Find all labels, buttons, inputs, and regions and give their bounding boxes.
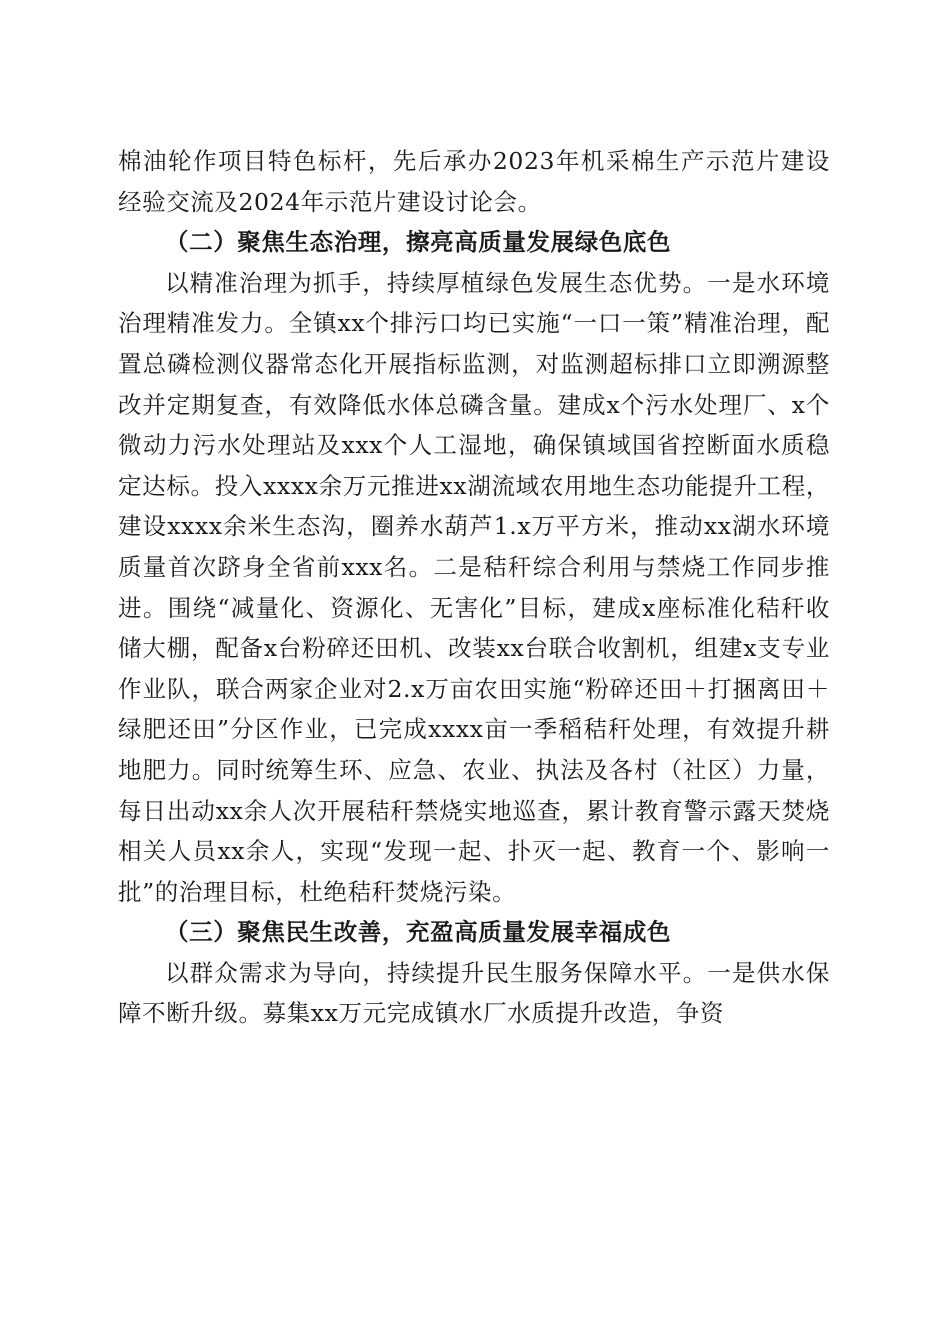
section-heading-3: （三）聚焦民生改善，充盈高质量发展幸福成色 (165, 918, 672, 947)
paragraph-ecology: 以精准治理为抓手，持续厚植绿色发展生态优势。一是水环境治理精准发力。全镇xx个排污口均已实施“一口一策”精准治理，配置总磷检测仪器常态化开展指标监测，对监测超标排口立即溯源整改并定期复查，有效降低水体总磷含量。建成x个污水处理厂、x个微动力污水处理站及xxx个人工湿地，确保镇域国省控断面水质稳定达标。投入xxxx余万元推进xx湖流域农用地生态功能提升工程，建设xxxx余米生态沟，圈养水葫芦1.x万平方米，推动xx湖水环境质量首次跻身全省前xxx名。二是秸秆综合利用与禁烧工作同步推进。围绕“减量化、资源化、无害化”目标，建成x座标准化秸秆收储大棚，配备x台粉碎还田机、改装xx台联合收割机，组建x支专业作业队，联合两家企业对2.x万亩农田实施“粉碎还田＋打捆离田＋绿肥还田”分区作业，已完成xxxx亩一季稻秸秆处理，有效提升耕地肥力。同时统筹生环、应急、农业、执法及各村（社区）力量，每日出动xx余人次开展秸秆禁烧实地巡查，累计教育警示露天焚烧相关人员xx余人，实现“发现一起、扑灭一起、教育一个、影响一批”的治理目标，杜绝秸秆焚烧污染。 (118, 268, 830, 906)
section-heading-2: （二）聚焦生态治理，擦亮高质量发展绿色底色 (165, 228, 672, 257)
document-body (118, 141, 830, 1034)
paragraph-continued: 棉油轮作项目特色标杆，先后承办2023年机采棉生产示范片建设经验交流及2024年示范片建设讨论会。 (118, 147, 830, 216)
paragraph-livelihood: 以群众需求为导向，持续提升民生服务保障水平。一是供水保障不断升级。募集xx万元完成镇水厂水质提升改造，争资 (118, 958, 830, 1028)
